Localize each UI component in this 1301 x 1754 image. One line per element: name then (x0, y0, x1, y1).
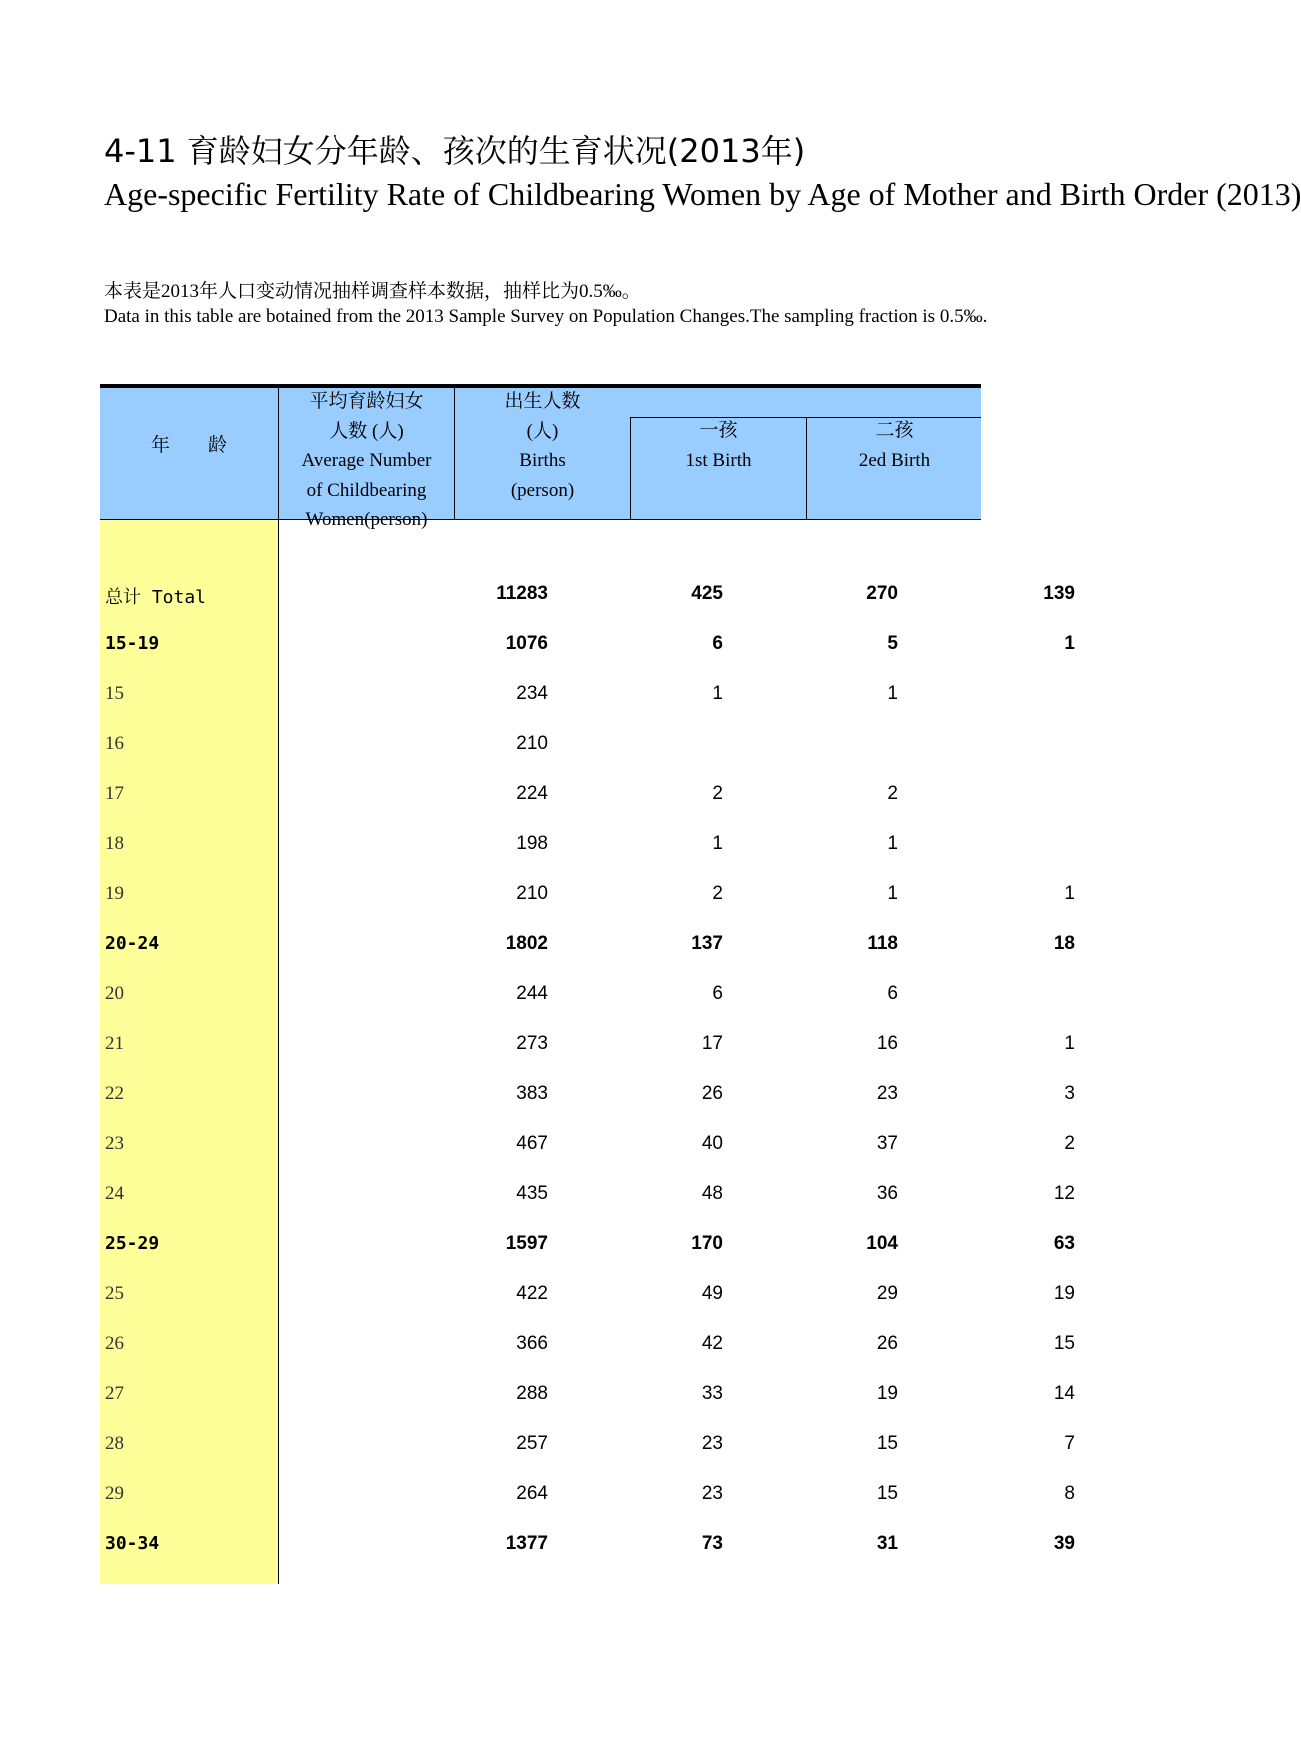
women-cell: 467 (516, 1133, 548, 1154)
age-cell: 30-34 (105, 1533, 160, 1554)
header-subrule (630, 417, 981, 418)
women-cell: 264 (516, 1483, 548, 1504)
table-row (100, 1270, 1075, 1320)
header-second-birth (807, 416, 982, 475)
births-cell: 23 (701, 1433, 723, 1454)
first-birth-cell: 37 (876, 1133, 898, 1154)
second-birth-cell: 18 (1053, 933, 1075, 954)
births-cell: 23 (701, 1483, 723, 1504)
births-cell: 6 (712, 633, 723, 654)
women-cell: 198 (516, 833, 548, 854)
age-cell: 15-19 (105, 633, 160, 654)
fertility-table (100, 384, 1075, 1584)
header-women-line: Women(person) (305, 509, 428, 530)
header-births-line: (person) (510, 479, 575, 501)
table-row (100, 620, 1075, 670)
first-birth-cell: 31 (876, 1533, 898, 1554)
age-cell: 26 (105, 1333, 124, 1354)
header-women-line: Average Number (301, 450, 432, 471)
header-first-birth-line: 1st Birth (685, 449, 752, 471)
header-women-line: 平均育龄妇女 (309, 391, 424, 412)
births-cell: 2 (712, 883, 723, 904)
first-birth-cell: 104 (866, 1233, 898, 1254)
age-cell: 28 (105, 1433, 124, 1454)
header-second-birth-line: 二孩 (875, 420, 914, 441)
births-cell: 17 (701, 1033, 723, 1054)
age-cell: 23 (105, 1133, 124, 1154)
births-cell: 40 (701, 1133, 723, 1154)
age-cell: 18 (105, 833, 124, 854)
header-women-line: of Childbearing (306, 479, 427, 501)
table-note-zh: 本表是2013年人口变动情况抽样调查样本数据，抽样比为0.5‰。 (104, 281, 641, 302)
second-birth-cell: 2 (1064, 1133, 1075, 1154)
first-birth-cell: 15 (876, 1433, 898, 1454)
women-cell: 11283 (496, 583, 548, 604)
age-cell: 19 (105, 883, 124, 904)
second-birth-cell: 39 (1053, 1533, 1075, 1554)
table-row (100, 1020, 1075, 1070)
births-cell: 6 (712, 983, 723, 1004)
header-divider (454, 388, 455, 519)
header-age: 年 龄 (150, 435, 227, 456)
table-row (100, 1370, 1075, 1420)
first-birth-cell: 5 (887, 633, 898, 654)
header-births-line: Births (519, 450, 566, 471)
first-birth-cell: 2 (887, 783, 898, 804)
first-birth-cell: 118 (867, 933, 898, 954)
second-birth-cell: 19 (1053, 1283, 1075, 1304)
age-cell: 29 (105, 1483, 124, 1504)
women-cell: 244 (516, 983, 548, 1004)
women-cell: 1377 (505, 1533, 548, 1554)
age-cell: 22 (105, 1083, 124, 1104)
births-cell: 170 (691, 1233, 723, 1254)
second-birth-cell: 1 (1064, 1033, 1075, 1054)
table-row (100, 720, 981, 770)
age-cell: 20-24 (105, 933, 160, 954)
table-row (100, 820, 981, 870)
first-birth-cell: 1 (887, 883, 898, 904)
table-row (100, 1420, 1075, 1470)
first-birth-cell: 16 (876, 1033, 898, 1054)
births-cell: 1 (712, 683, 723, 704)
table-row (100, 870, 1075, 920)
header-births (455, 387, 630, 505)
header-first-birth (631, 416, 806, 475)
second-birth-cell: 1 (1064, 633, 1075, 654)
women-cell: 1597 (505, 1233, 548, 1254)
table-row (100, 920, 1075, 970)
women-cell: 383 (516, 1083, 548, 1104)
second-birth-cell: 7 (1064, 1433, 1075, 1454)
header-divider (806, 417, 807, 519)
women-cell: 435 (516, 1183, 548, 1204)
age-cell: 25-29 (105, 1233, 160, 1254)
second-birth-cell: 14 (1053, 1383, 1075, 1404)
age-cell: 20 (105, 983, 124, 1004)
births-cell: 425 (691, 583, 723, 604)
header-women (279, 387, 454, 535)
women-cell: 1802 (505, 933, 548, 954)
table-row (100, 770, 981, 820)
births-cell: 2 (712, 783, 723, 804)
second-birth-cell: 1 (1064, 883, 1075, 904)
women-cell: 224 (516, 783, 548, 804)
first-birth-cell: 26 (876, 1333, 898, 1354)
header-women-line: 人数 (人) (329, 420, 404, 442)
page-title-en: Age-specific Fertility Rate of Childbearing Women by Age of Mother and Birth Order (2013) (104, 176, 1301, 212)
first-birth-cell: 15 (876, 1483, 898, 1504)
births-cell: 1 (712, 833, 723, 854)
women-cell: 257 (516, 1433, 548, 1454)
women-cell: 210 (516, 883, 548, 904)
women-cell: 273 (516, 1033, 548, 1054)
age-cell: 15 (105, 683, 124, 704)
header-births-line: (人) (526, 420, 559, 442)
births-cell: 33 (701, 1383, 723, 1404)
age-cell: 21 (105, 1033, 124, 1054)
women-cell: 210 (516, 733, 548, 754)
women-cell: 366 (516, 1333, 548, 1354)
table-row (100, 1120, 1075, 1170)
age-cell: 27 (105, 1383, 124, 1404)
births-cell: 73 (701, 1533, 723, 1554)
table-row (100, 1320, 1075, 1370)
first-birth-cell: 36 (876, 1183, 898, 1204)
first-birth-cell: 1 (887, 683, 898, 704)
table-row (100, 670, 981, 720)
first-birth-cell: 6 (887, 983, 898, 1004)
header-second-birth-line: 2ed Birth (858, 449, 931, 471)
first-birth-cell: 29 (876, 1283, 898, 1304)
age-cell: 16 (105, 733, 124, 754)
table-row (100, 570, 1075, 620)
header-divider (630, 417, 631, 519)
table-row (100, 970, 981, 1020)
women-cell: 288 (516, 1383, 548, 1404)
second-birth-cell: 8 (1064, 1483, 1075, 1504)
page-title-zh: 4-11 育龄妇女分年龄、孩次的生育状况(2013年) (104, 132, 806, 170)
table-row (100, 1520, 1075, 1570)
births-cell: 48 (701, 1183, 723, 1204)
births-cell: 26 (701, 1083, 723, 1104)
first-birth-cell: 1 (887, 833, 898, 854)
second-birth-cell: 15 (1053, 1333, 1075, 1354)
header-first-birth-line: 一孩 (699, 420, 738, 441)
women-cell: 422 (516, 1283, 548, 1304)
first-birth-cell: 19 (876, 1383, 898, 1404)
table-row (100, 1170, 1075, 1220)
first-birth-cell: 23 (876, 1083, 898, 1104)
age-cell: 17 (105, 783, 124, 804)
births-cell: 49 (701, 1283, 723, 1304)
second-birth-cell: 63 (1053, 1233, 1075, 1254)
second-birth-cell: 3 (1064, 1083, 1075, 1104)
table-row (100, 1220, 1075, 1270)
header-divider (278, 388, 279, 519)
age-cell: 25 (105, 1283, 124, 1304)
table-header (100, 388, 981, 530)
table-note-en: Data in this table are botained from the 2013 Sample Survey on Population Changes.The sampling fraction is 0.5‰. (104, 306, 988, 327)
table-row (100, 1070, 1075, 1120)
second-birth-cell: 12 (1053, 1183, 1075, 1204)
age-cell: 24 (105, 1183, 124, 1204)
women-cell: 1076 (505, 633, 548, 654)
births-cell: 137 (691, 933, 723, 954)
second-birth-cell: 139 (1043, 583, 1075, 604)
header-births-line: 出生人数 (504, 391, 581, 412)
women-cell: 234 (516, 683, 548, 704)
table-row (100, 1470, 1075, 1520)
first-birth-cell: 270 (866, 583, 898, 604)
age-cell: 总计 Total (105, 587, 207, 608)
births-cell: 42 (701, 1333, 723, 1354)
